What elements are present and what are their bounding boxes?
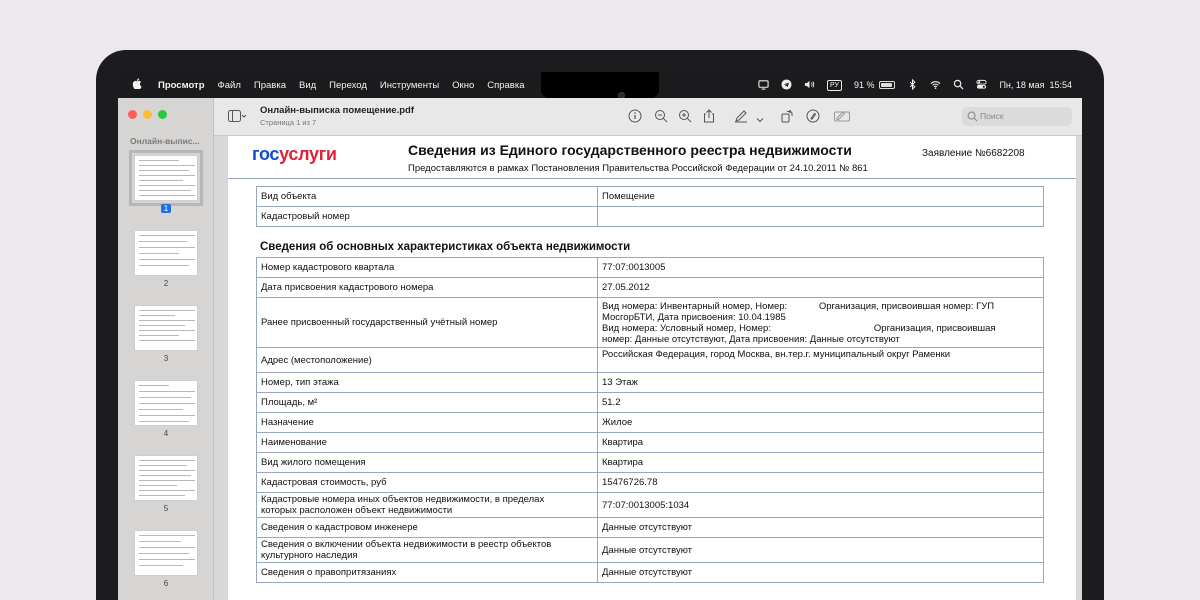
page-number-4[interactable]: 4 bbox=[163, 429, 169, 438]
menu-help[interactable]: Справка bbox=[487, 79, 525, 91]
display-icon[interactable] bbox=[758, 79, 769, 92]
table-row bbox=[257, 493, 1044, 518]
form-fill-icon[interactable] bbox=[834, 109, 848, 123]
table-row bbox=[257, 278, 1044, 298]
screen bbox=[118, 72, 1082, 600]
battery-icon[interactable] bbox=[879, 81, 895, 89]
battery-percent: 91 % bbox=[853, 80, 875, 90]
table-row bbox=[257, 393, 1044, 413]
row-value-multiline: Вид номера: Инвентарный номер, Номер: Организация, присвоившая номер: ГУП МосгорБТИ, Дата присвоения: 10.04.1985 Вид номера: Условный номер, Номер: Организация, присвоившая номер: Данные отсутствуют, Дата присвоения: Данные отсутствуют bbox=[598, 298, 1044, 348]
row-value: Данные отсутствуют bbox=[598, 518, 1044, 538]
table-row bbox=[257, 433, 1044, 453]
thumbnail-sidebar bbox=[118, 98, 214, 600]
row-label: Вид объекта bbox=[257, 187, 598, 207]
row-value: 15476726.78 bbox=[598, 473, 1044, 493]
table-row bbox=[257, 348, 1044, 373]
apple-menu-icon[interactable] bbox=[132, 78, 142, 92]
zoom-out-icon[interactable] bbox=[654, 109, 668, 123]
register-title: Сведения из Единого государственного реестра недвижимости bbox=[408, 142, 852, 158]
row-label: Наименование bbox=[257, 433, 598, 453]
zoom-window-icon[interactable] bbox=[158, 110, 167, 119]
table-row bbox=[257, 563, 1044, 583]
control-center-icon[interactable] bbox=[976, 79, 987, 92]
menu-tools[interactable]: Инструменты bbox=[379, 79, 440, 91]
gosuslugi-logo: госуслуги bbox=[252, 144, 337, 164]
toolbar bbox=[214, 98, 1082, 136]
camera-notch bbox=[541, 72, 659, 98]
search-field[interactable] bbox=[962, 107, 1072, 126]
page-number-6[interactable]: 6 bbox=[163, 579, 169, 588]
search-spotlight-icon[interactable] bbox=[953, 79, 964, 92]
volume-icon[interactable] bbox=[804, 79, 815, 92]
row-value bbox=[598, 207, 1044, 227]
row-label: Вид жилого помещения bbox=[257, 453, 598, 473]
rotate-icon[interactable] bbox=[780, 109, 794, 123]
row-label: Дата присвоения кадастрового номера bbox=[257, 278, 598, 298]
row-label: Номер, тип этажа bbox=[257, 373, 598, 393]
application-number: Заявление №6682208 bbox=[922, 148, 1025, 159]
menu-go[interactable]: Переход bbox=[329, 79, 367, 91]
row-value: 51.2 bbox=[598, 393, 1044, 413]
page-number-1[interactable]: 1 bbox=[118, 204, 214, 213]
window-controls bbox=[128, 110, 173, 119]
search-icon bbox=[967, 111, 978, 122]
table-row bbox=[257, 187, 1044, 207]
header-divider bbox=[228, 178, 1076, 179]
row-value: Квартира bbox=[598, 453, 1044, 473]
page-number-3[interactable]: 3 bbox=[163, 354, 169, 363]
row-value: Помещение bbox=[598, 187, 1044, 207]
sidebar-title: Онлайн-выпис... bbox=[130, 136, 200, 146]
search-placeholder: Поиск bbox=[980, 111, 1004, 121]
menu-edit[interactable]: Правка bbox=[253, 79, 286, 91]
row-label: Площадь, м² bbox=[257, 393, 598, 413]
row-label-multiline: Кадастровые номера иных объектов недвижимости, в пределах которых расположен объект недвижимости bbox=[257, 493, 598, 518]
menu-bar bbox=[118, 72, 1082, 98]
section-title: Сведения об основных характеристиках объекта недвижимости bbox=[260, 241, 631, 253]
menu-file[interactable]: Файл bbox=[217, 79, 241, 91]
clock-datetime[interactable]: Пн, 18 мая 15:54 bbox=[999, 80, 1072, 90]
wifi-icon[interactable] bbox=[930, 79, 941, 92]
table-row bbox=[257, 518, 1044, 538]
page-thumbnail-1[interactable] bbox=[134, 155, 198, 201]
markup-dropdown-chevron-icon[interactable] bbox=[756, 111, 770, 125]
row-value: 27.05.2012 bbox=[598, 278, 1044, 298]
document-view[interactable] bbox=[214, 136, 1082, 600]
table-row bbox=[257, 298, 1044, 348]
table-row bbox=[257, 258, 1044, 278]
sidebar-toggle-icon[interactable] bbox=[228, 110, 242, 124]
row-value: Данные отсутствуют bbox=[598, 538, 1044, 563]
pdf-page bbox=[228, 136, 1076, 600]
page-thumbnail-5[interactable] bbox=[134, 455, 198, 501]
markup-pen-icon[interactable] bbox=[734, 109, 748, 123]
row-value: 77:07:0013005 bbox=[598, 258, 1044, 278]
row-label: Кадастровая стоимость, руб bbox=[257, 473, 598, 493]
menu-view[interactable]: Вид bbox=[298, 79, 317, 91]
bluetooth-icon[interactable] bbox=[907, 79, 918, 92]
zoom-in-icon[interactable] bbox=[678, 109, 692, 123]
table-row bbox=[257, 473, 1044, 493]
page-thumbnail-2[interactable] bbox=[134, 230, 198, 276]
characteristics-table bbox=[256, 257, 1044, 583]
row-label: Номер кадастрового квартала bbox=[257, 258, 598, 278]
telegram-icon[interactable] bbox=[781, 79, 792, 92]
row-value: Квартира bbox=[598, 433, 1044, 453]
page-number-2[interactable]: 2 bbox=[163, 279, 169, 288]
menu-app-name[interactable]: Просмотр bbox=[158, 79, 205, 91]
info-icon[interactable] bbox=[628, 109, 642, 123]
table-row bbox=[257, 207, 1044, 227]
laptop-frame bbox=[96, 50, 1104, 600]
page-thumbnail-4[interactable] bbox=[134, 380, 198, 426]
row-label: Сведения о кадастровом инженере bbox=[257, 518, 598, 538]
row-label: Сведения о правопритязаниях bbox=[257, 563, 598, 583]
object-type-table bbox=[256, 186, 1044, 227]
page-thumbnail-3[interactable] bbox=[134, 305, 198, 351]
row-value: Российская Федерация, город Москва, вн.тер.г. муниципальный округ Раменки bbox=[598, 348, 1044, 373]
row-label: Ранее присвоенный государственный учётный номер bbox=[257, 298, 598, 348]
table-row bbox=[257, 373, 1044, 393]
row-label-multiline: Сведения о включении объекта недвижимости в реестр объектов культурного наследия bbox=[257, 538, 598, 563]
row-label: Адрес (местоположение) bbox=[257, 348, 598, 373]
row-value: 77:07:0013005:1034 bbox=[598, 493, 1044, 518]
register-subtitle: Предоставляются в рамках Постановления Правительства Российской Федерации от 24.10.2011 № 861 bbox=[408, 163, 868, 174]
menu-window[interactable]: Окно bbox=[452, 79, 475, 91]
document-title: Онлайн-выписка помещение.pdf bbox=[260, 105, 414, 116]
table-row bbox=[257, 453, 1044, 473]
preview-window bbox=[118, 98, 1082, 600]
input-language-badge[interactable]: РУ bbox=[827, 80, 842, 91]
page-indicator: Страница 1 из 7 bbox=[260, 118, 317, 127]
share-icon[interactable] bbox=[702, 109, 716, 123]
page-number-5[interactable]: 5 bbox=[163, 504, 169, 513]
table-row bbox=[257, 413, 1044, 433]
highlight-icon[interactable] bbox=[806, 109, 820, 123]
close-window-icon[interactable] bbox=[128, 110, 137, 119]
row-value: Данные отсутствуют bbox=[598, 563, 1044, 583]
minimize-window-icon[interactable] bbox=[143, 110, 152, 119]
row-value: 13 Этаж bbox=[598, 373, 1044, 393]
table-row bbox=[257, 538, 1044, 563]
row-label: Кадастровый номер bbox=[257, 207, 598, 227]
row-label: Назначение bbox=[257, 413, 598, 433]
row-value: Жилое bbox=[598, 413, 1044, 433]
page-thumbnail-6[interactable] bbox=[134, 530, 198, 576]
